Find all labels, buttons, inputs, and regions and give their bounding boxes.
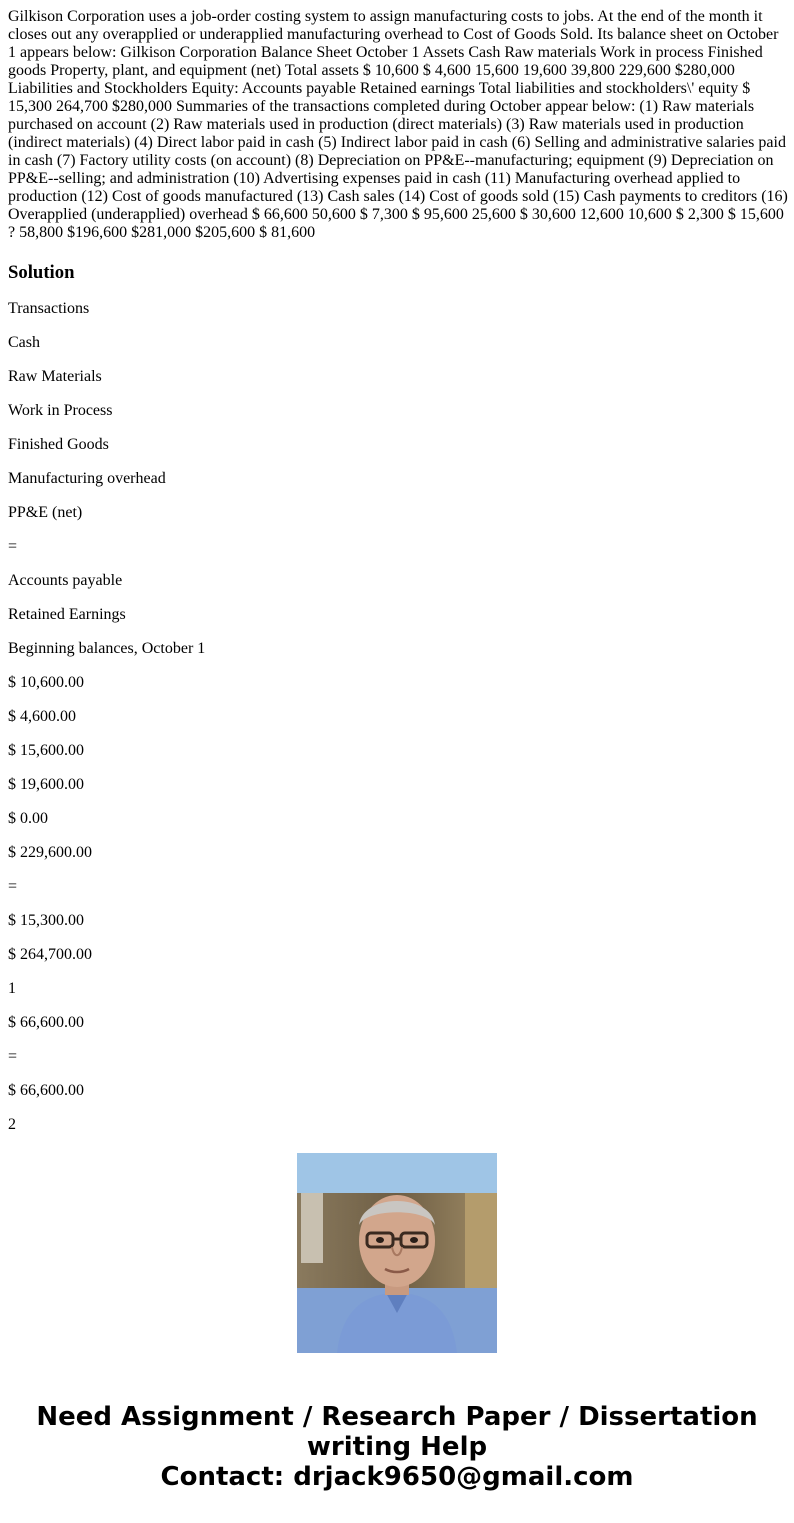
solution-line: = (8, 538, 18, 555)
solution-line: 2 (8, 1116, 16, 1133)
solution-line: Manufacturing overhead (8, 470, 166, 487)
solution-line: $ 66,600.00 (8, 1082, 84, 1099)
solution-lines (8, 300, 788, 1134)
document-content (8, 8, 788, 1133)
solution-line: $ 10,600.00 (8, 674, 84, 691)
solution-line: Transactions (8, 300, 90, 317)
solution-line: Retained Earnings (8, 606, 126, 623)
solution-line: Accounts payable (8, 572, 123, 589)
footer-line-2: writing Help (306, 1432, 488, 1462)
solution-line: $ 0.00 (8, 810, 48, 827)
solution-line: Beginning balances, October 1 (8, 640, 206, 657)
solution-line: $ 4,600.00 (8, 708, 76, 725)
author-photo (297, 1153, 497, 1353)
solution-line: $ 264,700.00 (8, 946, 92, 963)
solution-line: = (8, 1048, 18, 1065)
footer-line-1: Need Assignment / Research Paper / Dissertation (36, 1402, 758, 1432)
solution-line: Work in Process (8, 402, 113, 419)
solution-line: = (8, 878, 18, 895)
solution-line: PP&E (net) (8, 504, 83, 521)
solution-line: $ 19,600.00 (8, 776, 84, 793)
solution-line: Finished Goods (8, 436, 109, 453)
author-portrait-icon (297, 1153, 497, 1353)
solution-line: 1 (8, 980, 16, 997)
problem-text: Gilkison Corporation uses a job-order costing system to assign manufacturing costs to jobs. At the end of the month it closes out any overapplied or underapplied manufacturing overhead to Cost of Goods Sold. Its balance sheet on October 1 appears below: Gilkison Corporation Balance Sheet October 1 Assets Cash Raw materials Work in process Finished goods Property, plant, and equipment (net) Total assets $ 10,600 $ 4,600 15,600 19,600 39,800 229,600 $280,000 Liabilities and Stockholders Equity: Accounts payable Retained earnings Total liabilities and stockholders\' equity $ 15,300 264,700 $280,000 Summaries of the transactions completed during October appear below: (1) Raw materials purchased on account (2) Raw materials used in production (direct materials) (3) Raw materials used in production (indirect materials) (4) Direct labor paid in cash (5) Indirect labor paid in cash (6) Selling and administrative salaries paid in cash (7) Factory utility costs (on account) (8) Depreciation on PP&E--manufacturing; equipment (9) Depreciation on PP&E--selling; and administration (10) Advertising expenses paid in cash (11) Manufacturing overhead applied to production (12) Cost of goods manufactured (13) Cash sales (14) Cost of goods sold (15) Cash payments to creditors (16) Overapplied (underapplied) overhead $ 66,600 50,600 $ 7,300 $ 95,600 25,600 $ 30,600 12,600 10,600 $ 2,300 $ 15,600 ? 58,800 $196,600 $281,000 $205,600 $ 81,600 (8, 8, 788, 241)
solution-line: $ 15,600.00 (8, 742, 84, 759)
solution-line: $ 229,600.00 (8, 844, 92, 861)
solution-line: Raw Materials (8, 368, 102, 385)
solution-line: Cash (8, 334, 40, 351)
solution-line: $ 15,300.00 (8, 912, 84, 929)
footer-line-3: Contact: drjack9650@gmail.com (160, 1462, 634, 1492)
footer-banner (0, 1402, 794, 1492)
solution-line: $ 66,600.00 (8, 1014, 84, 1031)
solution-heading: Solution (8, 262, 75, 283)
